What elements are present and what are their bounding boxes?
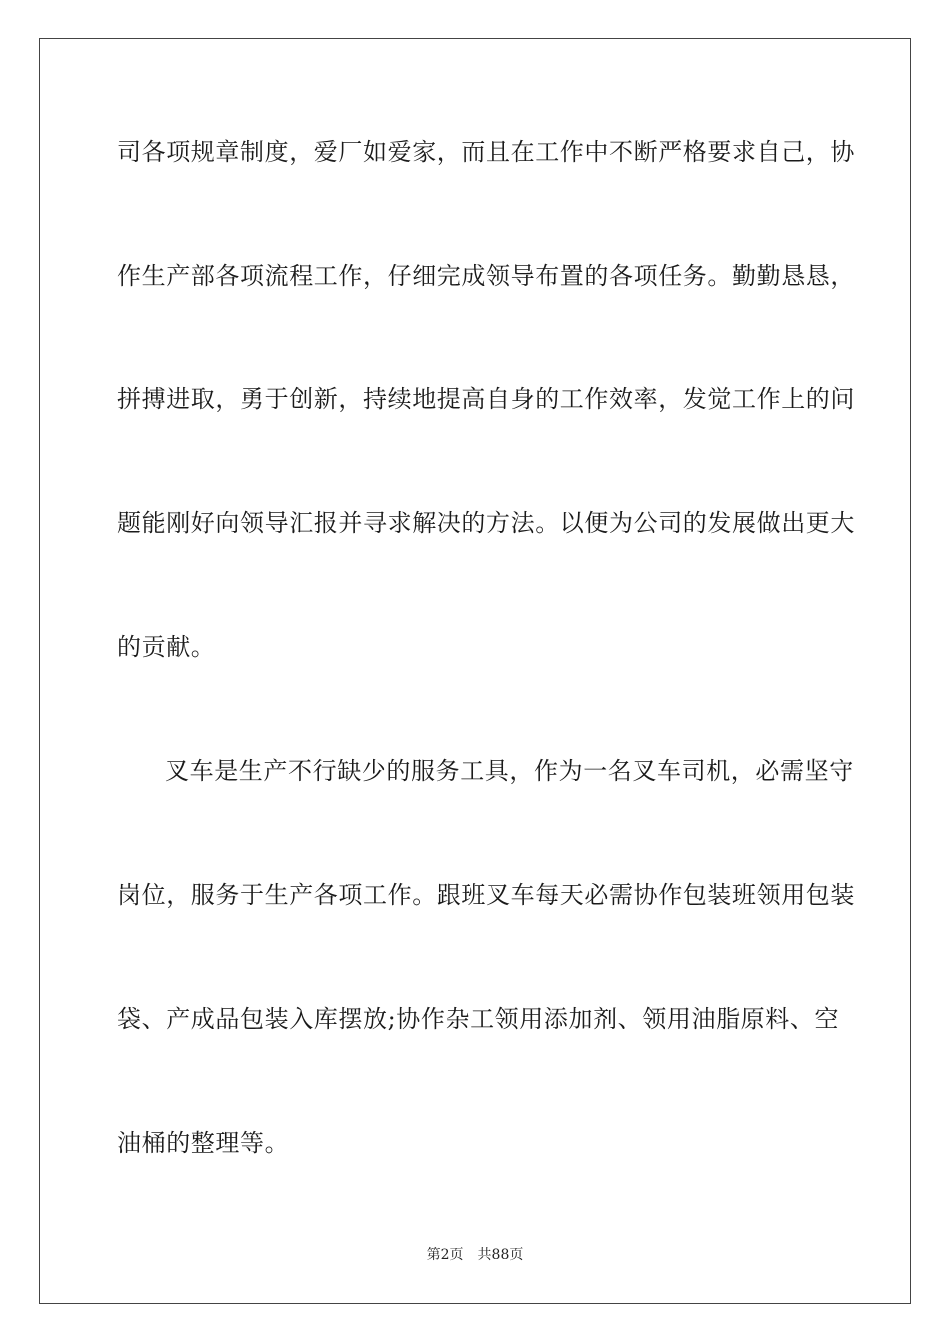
page-border (39, 38, 911, 1304)
body-text-line: 油桶的整理等。 (117, 1129, 290, 1157)
page-number: 第2页 (426, 1247, 464, 1263)
body-text-line: 司各项规章制度，爱厂如爱家，而且在工作中不断严格要求自己，协 (117, 138, 855, 166)
body-text-line: 袋、产成品包装入库摆放;协作杂工领用添加剂、领用油脂原料、空 (117, 1005, 840, 1033)
page-total: 共88页 (477, 1247, 524, 1263)
body-text-line: 作生产部各项流程工作，仔细完成领导布置的各项任务。勤勤恳恳， (117, 262, 855, 290)
body-text-line: 岗位，服务于生产各项工作。跟班叉车每天必需协作包装班领用包装 (117, 881, 855, 909)
body-text-line: 拼搏进取，勇于创新，持续地提高自身的工作效率，发觉工作上的问 (117, 385, 855, 413)
page-footer (0, 1246, 950, 1264)
body-text-line: 题能刚好向领导汇报并寻求解决的方法。以便为公司的发展做出更大 (117, 509, 855, 537)
paragraph-first-line: 叉车是生产不行缺少的服务工具，作为一名叉车司机，必需坚守 (165, 757, 854, 785)
body-text-line: 的贡献。 (117, 633, 216, 661)
